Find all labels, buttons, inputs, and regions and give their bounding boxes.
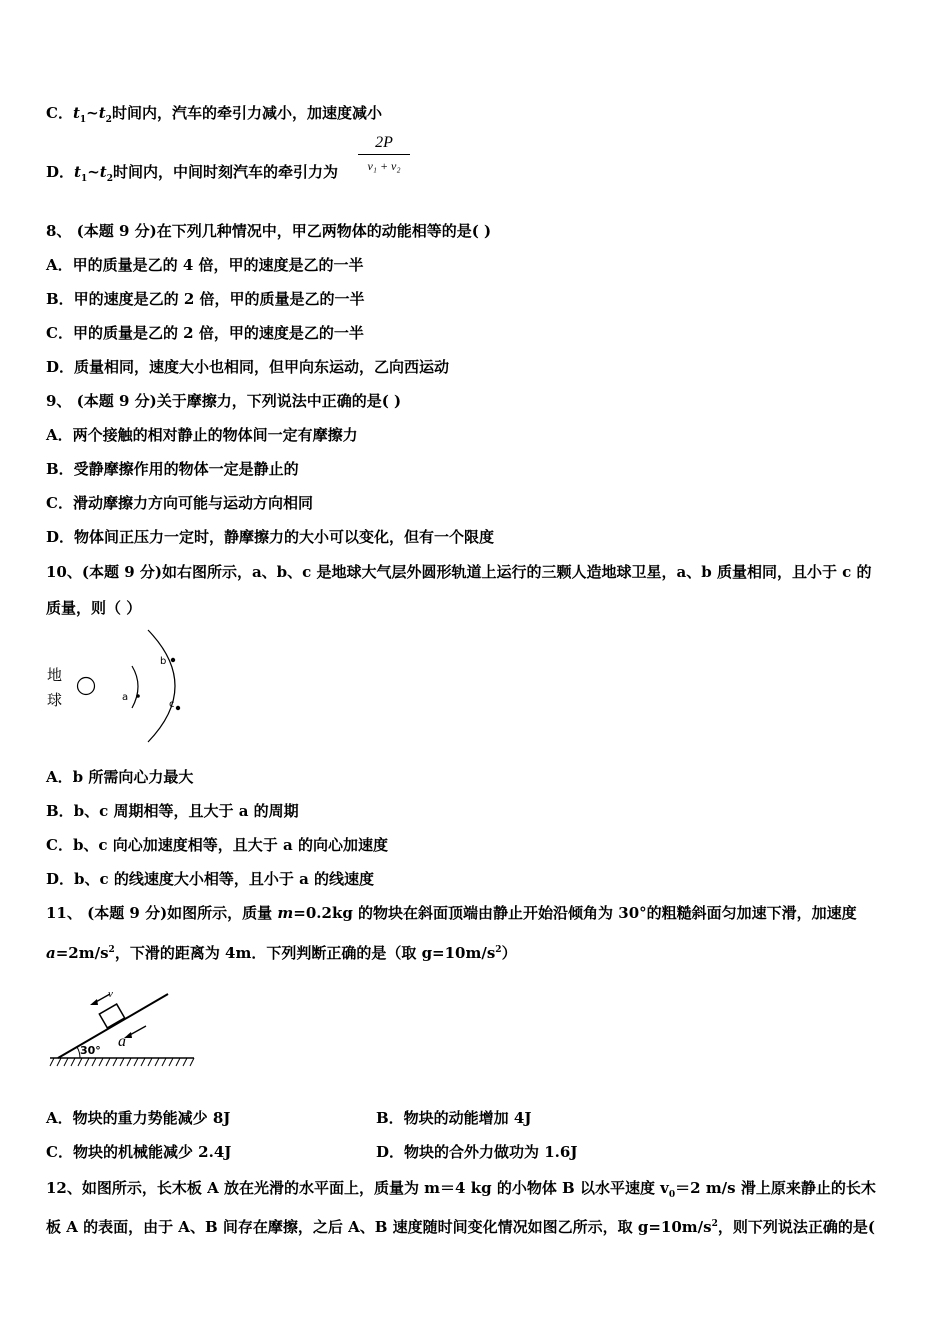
q11-option-d: D．物块的合外力做功为 1.6J [376,1143,578,1161]
q11-stem-line2: $a=2m/s^2$，下滑的距离为 4m．下列判断正确的是（取 $g=10m/s^2$） [46,944,517,962]
q9-option-b: B．受静摩擦作用的物体一定是静止的 [46,460,299,478]
q11-option-a: A．物块的重力势能减少 8J [46,1109,231,1127]
q10-stem-line1: 10、(本题 9 分)如右图所示，a、b、c 是地球大气层外圆形轨道上运行的三颗人造地球卫星，a、b 质量相同，且小于 c 的 [46,563,872,581]
angle-label: 30° [80,1044,101,1057]
q10-option-c: C．b、c 向心加速度相等，且大于 a 的向心加速度 [46,836,388,854]
satellite-orbit-figure [44,628,186,744]
fraction-numerator: 2P [375,134,393,151]
incline-figure [44,980,200,1076]
q7-option-d: D．$t_1\sim t_2$时间内，中间时刻汽车的牵引力为 [46,163,339,184]
label-c: c [169,699,175,710]
label-a: a [122,692,129,703]
q8-option-b: B．甲的速度是乙的 2 倍，甲的质量是乙的一半 [46,290,365,308]
q9-stem: 9、 (本题 9 分)关于摩擦力，下列说法中正确的是( ) [46,392,402,410]
earth-label-2: 球 [47,691,63,709]
q10-option-b: B．b、c 周期相等，且大于 a 的周期 [46,802,299,820]
orbit-bc [148,630,175,742]
q8-option-d: D．质量相同，速度大小也相同，但甲向东运动，乙向西运动 [46,358,450,376]
fraction-bar [358,154,410,155]
q11-option-b: B．物块的动能增加 4J [376,1109,532,1127]
label-b: b [160,656,167,667]
q11-option-c: C．物块的机械能减少 2.4J [46,1143,232,1161]
earth-circle [78,678,95,695]
acceleration-label: a [118,1033,126,1050]
q10-option-d: D．b、c 的线速度大小相等，且小于 a 的线速度 [46,870,375,888]
block [99,1004,124,1028]
q9-option-d: D．物体间正压力一定时，静摩擦力的大小可以变化，但有一个限度 [46,528,495,546]
earth-label-1: 地 [47,666,63,684]
satellite-c [176,706,180,710]
q10-option-a: A．b 所需向心力最大 [46,768,194,786]
q12-stem-line1: 12、如图所示，长木板 A 放在光滑的水平面上，质量为 m＝4 kg 的小物体 B 以水平速度 $v_0=2$ m/s 滑上原来静止的长木 [46,1179,876,1200]
incline-surface [58,994,168,1058]
q7-option-c: C．$t_1\sim t_2$时间内，汽车的牵引力减小，加速度减小 [46,104,382,125]
q11-stem-line1: 11、 (本题 9 分)如图所示，质量 m=0.2kg 的物块在斜面顶端由静止开始沿倾角为 30°的粗糙斜面匀加速下滑，加速度 [46,904,857,922]
velocity-arrowhead [90,999,98,1005]
q9-option-a: A．两个接触的相对静止的物体间一定有摩擦力 [46,426,358,444]
traction-force-fraction [358,133,410,175]
q8-option-c: C．甲的质量是乙的 2 倍，甲的速度是乙的一半 [46,324,364,342]
q9-option-c: C．滑动摩擦力方向可能与运动方向相同 [46,494,313,512]
satellite-a [136,694,140,698]
orbit-a [132,666,138,708]
satellite-b [171,658,175,662]
ground-hatching [50,1058,194,1066]
q10-stem-line2: 质量，则（ ） [46,599,142,617]
q8-option-a: A．甲的质量是乙的 4 倍，甲的速度是乙的一半 [46,256,364,274]
q8-stem: 8、 (本题 9 分)在下列几种情况中，甲乙两物体的动能相等的是( ) [46,222,492,240]
velocity-label: v [108,988,113,1000]
q12-stem-line2: 板 A 的表面，由于 A、B 间存在摩擦，之后 A、B 速度随时间变化情况如图乙所示，取 $g=10m/s^2$，则下列说法正确的是( [46,1218,875,1236]
fraction-denominator: v₁ + v₂ [367,159,401,173]
